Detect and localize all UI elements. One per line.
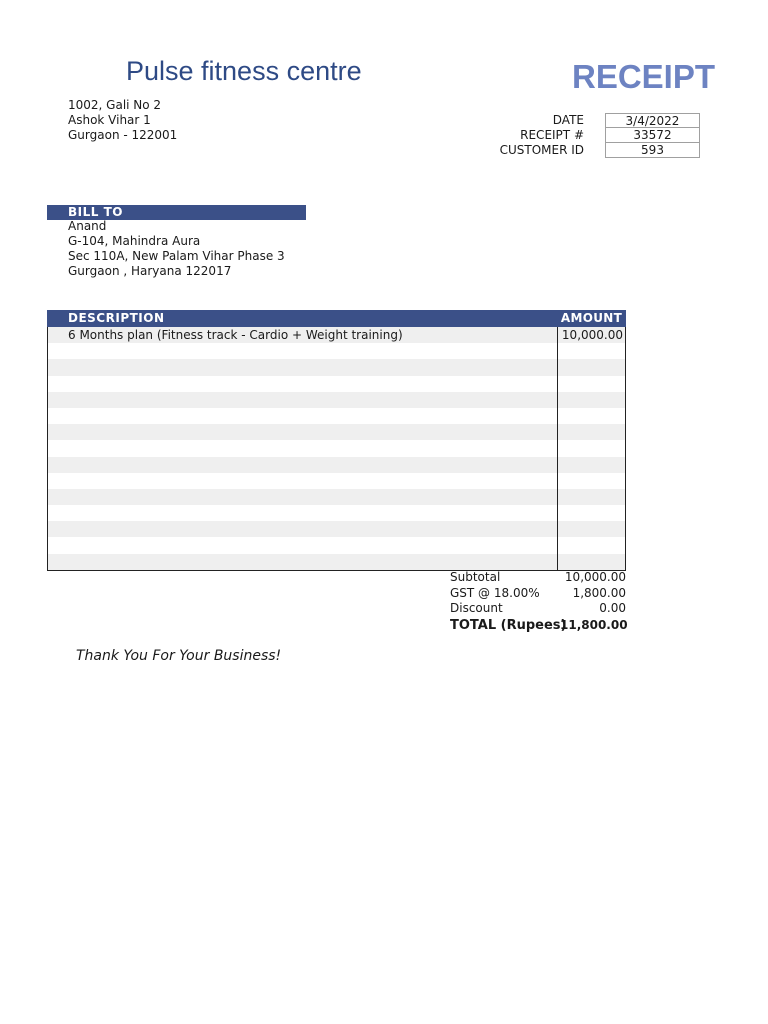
item-description — [48, 505, 558, 521]
item-amount — [558, 376, 625, 392]
item-description — [48, 521, 558, 537]
items-table — [47, 310, 626, 571]
table-row — [48, 424, 625, 440]
item-description — [48, 457, 558, 473]
meta-row-customer — [490, 143, 700, 158]
bill-to-label: BILL TO — [68, 205, 123, 219]
items-table-body — [47, 327, 626, 571]
totals-section — [450, 570, 626, 634]
table-row — [48, 505, 625, 521]
item-description — [48, 359, 558, 375]
total-label: TOTAL (Rupees) — [450, 617, 567, 633]
amount-column-header: AMOUNT — [560, 311, 623, 325]
table-row — [48, 489, 625, 505]
discount-row — [450, 601, 626, 617]
item-amount — [558, 408, 625, 424]
document-title: RECEIPT — [572, 58, 716, 95]
item-description — [48, 537, 558, 553]
item-amount — [558, 457, 625, 473]
receipt-number-label: RECEIPT # — [520, 128, 584, 142]
gst-label: GST @ 18.00% — [450, 585, 540, 600]
gst-row — [450, 586, 626, 602]
bill-to-line-4: Gurgaon , Haryana 122017 — [68, 264, 232, 278]
table-row — [48, 408, 625, 424]
items-table-header — [47, 310, 626, 327]
bill-to-name: Anand — [68, 219, 107, 233]
address-line-3: Gurgaon - 122001 — [68, 128, 178, 142]
table-row — [48, 521, 625, 537]
bill-to-address — [68, 219, 285, 279]
table-row — [48, 343, 625, 359]
subtotal-row — [450, 570, 626, 586]
table-row — [48, 473, 625, 489]
item-amount — [558, 343, 625, 359]
customer-id-label: CUSTOMER ID — [499, 143, 584, 157]
item-description — [48, 440, 558, 456]
table-row — [48, 327, 625, 343]
item-description — [48, 376, 558, 392]
bill-to-line-2: G-104, Mahindra Aura — [68, 234, 201, 248]
meta-row-date — [490, 113, 700, 128]
item-amount — [558, 537, 625, 553]
thank-you-note: Thank You For Your Business! — [76, 648, 282, 664]
receipt-meta — [490, 113, 700, 158]
company-name: Pulse fitness centre — [126, 56, 362, 86]
item-description — [48, 343, 558, 359]
item-description — [48, 554, 558, 570]
item-amount — [558, 359, 625, 375]
receipt-number-value: 33572 — [605, 128, 700, 143]
table-row — [48, 457, 625, 473]
table-row — [48, 440, 625, 456]
discount-label: Discount — [450, 601, 503, 615]
item-amount — [558, 424, 625, 440]
item-amount — [558, 521, 625, 537]
discount-value: 0.00 — [599, 601, 626, 615]
description-column-header: DESCRIPTION — [68, 311, 165, 325]
table-row — [48, 554, 625, 570]
subtotal-label: Subtotal — [450, 570, 501, 584]
table-row — [48, 376, 625, 392]
item-description — [48, 408, 558, 424]
total-value: 11,800.00 — [560, 617, 628, 632]
address-line-1: 1002, Gali No 2 — [68, 98, 162, 112]
table-row — [48, 359, 625, 375]
date-label: DATE — [552, 113, 584, 127]
item-description — [48, 392, 558, 408]
date-value: 3/4/2022 — [605, 113, 700, 128]
address-line-2: Ashok Vihar 1 — [68, 113, 151, 127]
bill-to-line-3: Sec 110A, New Palam Vihar Phase 3 — [68, 249, 285, 263]
subtotal-value: 10,000.00 — [564, 570, 626, 584]
item-amount — [558, 489, 625, 505]
bill-to-header — [47, 205, 306, 220]
item-amount — [558, 505, 625, 521]
table-row — [48, 537, 625, 553]
item-amount — [558, 554, 625, 570]
company-address — [68, 98, 177, 143]
item-description: 6 Months plan (Fitness track - Cardio + Weight training) — [48, 327, 558, 343]
meta-row-receipt — [490, 128, 700, 143]
table-row — [48, 392, 625, 408]
item-description — [48, 473, 558, 489]
item-amount — [558, 473, 625, 489]
item-description — [48, 489, 558, 505]
customer-id-value: 593 — [605, 143, 700, 158]
item-amount — [558, 440, 625, 456]
item-amount — [558, 392, 625, 408]
item-description — [48, 424, 558, 440]
item-amount: 10,000.00 — [561, 328, 623, 342]
gst-value: 1,800.00 — [572, 585, 626, 600]
total-row — [450, 617, 626, 634]
